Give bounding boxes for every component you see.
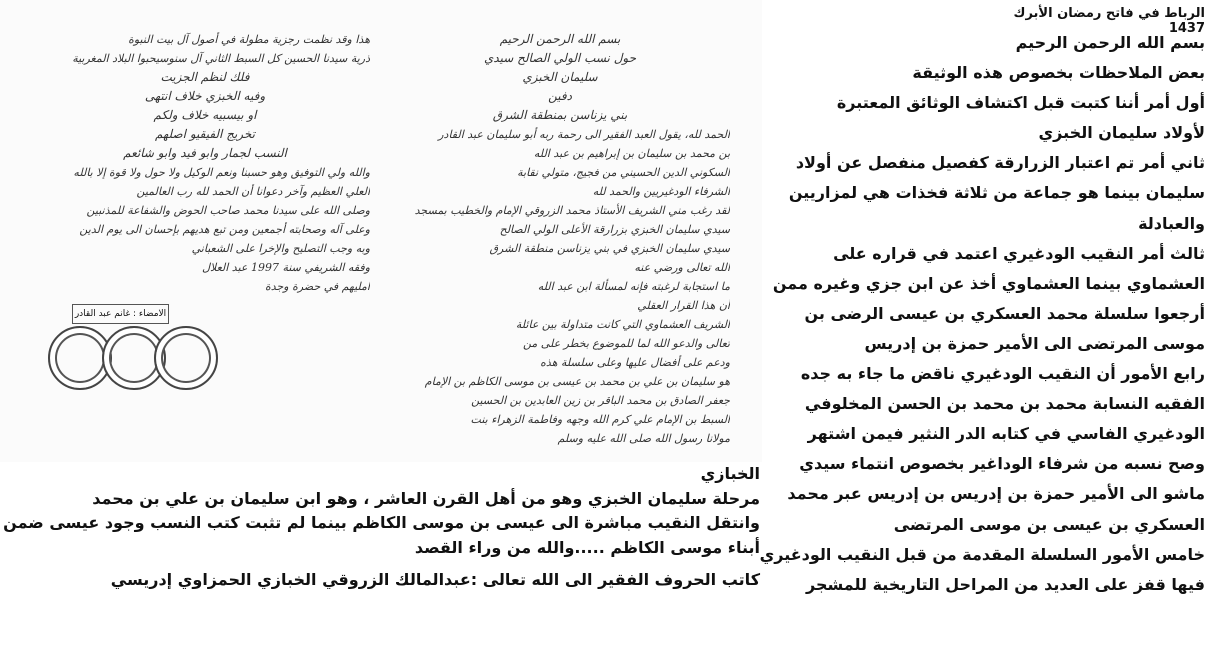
seal-stamps: [40, 300, 210, 410]
manuscript-line: هو سليمان بن علي بن محمد بن عيسى بن موسى الكاظم بن الإمام: [424, 375, 730, 388]
manuscript-line: لقد رغب مني الشريف الأستاذ محمد الزروقي الإمام والخطيب بمسجد: [414, 204, 730, 217]
manuscript-line: سيدي سليمان الخبزي في بني يزناسن منطقة الشرق: [489, 242, 730, 255]
bottom-line: وانتقل النقيب مباشرة الى عيسى بن موسى الكاظم بينما لم تثبت كتب النسب وجود عيسى ضمن: [3, 513, 760, 532]
manuscript-line: والله ولي التوفيق وهو حسبنا ونعم الوكيل ولا حول ولا قوة إلا بالله: [73, 166, 370, 179]
notes-line: الودغيري الفاسي في كتابه الدر النثير فيمن اشتهر: [807, 424, 1205, 444]
manuscript-line: وبه وجب التصليح والإخرا على الشعباني: [191, 242, 370, 255]
manuscript-line: ودعم على أفضال عليها وعلى سلسلة هذه: [540, 356, 730, 369]
manuscript-line: حول نسب الولي الصالح سيدي: [483, 51, 637, 65]
notes-line: أرجعوا سلسلة محمد العسكري بن عيسى الرضى بن: [804, 303, 1205, 323]
manuscript-line: الشريف العشماوي التي كانت متداولة بين عائلة: [515, 318, 730, 331]
manuscript-line: بني يزناسن بمنطقة الشرق: [492, 108, 628, 122]
manuscript-line: امليهم في حضرة وجدة: [264, 280, 370, 293]
bottom-line: مرحلة سليمان الخبزي وهو من أهل القرن العاشر ، وهو ابن سليمان بن علي بن محمد: [92, 488, 760, 508]
manuscript-line: جعفر الصادق بن محمد الباقر بن زين العابدين بن الحسين: [471, 394, 730, 407]
manuscript-line: وفيه الخبزي خلاف انتهى: [144, 89, 266, 103]
notes-line: لأولاد سليمان الخبزي: [1038, 123, 1205, 143]
bottom-heading: الخبازي: [700, 464, 760, 483]
manuscript-line: العلي العظيم وآخر دعوانا أن الحمد لله رب العالمين: [136, 185, 370, 198]
manuscript-line: الحمد لله، يقول العبد الفقير الى رحمة ربه أبو سليمان عبد القادر: [438, 128, 730, 141]
round-seal-icon: [154, 326, 218, 390]
date-line: الرباط في فاتح رمضان الأبرك 1437: [1013, 6, 1205, 36]
notes-line: والعبادلة: [1138, 213, 1205, 233]
manuscript-line: الشرفاء الودغيريين والحمد لله: [592, 185, 730, 198]
manuscript-line: سليمان الخبزي: [522, 70, 598, 84]
notes-line: ماشو الى الأمير حمزة بن إدريس بن إدريس عبر محمد: [787, 484, 1205, 504]
manuscript-line: وفقه الشريفي سنة 1997 عبد العلال: [202, 261, 370, 274]
notes-line: بسم الله الرحمن الرحيم: [1015, 33, 1205, 52]
manuscript-line: مولانا رسول الله صلى الله عليه وسلم: [557, 432, 730, 445]
manuscript-line: ما استجابة لرغبته فإنه لمسألة ابن عبد الله: [537, 280, 730, 293]
notes-line: ثالث أمر النقيب الودغيري اعتمد في قراره على: [833, 243, 1205, 263]
manuscript-line: او بيسبيه خلاف ولكم: [153, 108, 257, 122]
manuscript-right-column: [390, 30, 730, 448]
manuscript-line: بسم الله الرحمن الرحيم: [499, 32, 621, 46]
manuscript-line: ذرية سيدنا الحسين كل السبط الثاني آل سنوسيحبوا البلاد المغربية: [72, 52, 370, 65]
manuscript-left-column: [40, 30, 370, 296]
signature-line: كاتب الحروف الفقير الى الله تعالى :عبدالمالك الزروقي الخبازي الحمزاوي إدريسي: [110, 570, 760, 589]
notes-line: الفقيه النسابة محمد بن محمد بن الحسن المخلوفي: [804, 394, 1205, 414]
notes-line: موسى المرتضى الى الأمير حمزة بن إدريس: [864, 333, 1205, 353]
manuscript-line: وعلى آله وصحابته أجمعين ومن تبع هديهم بإحسان الى يوم الدين: [79, 223, 370, 236]
manuscript-line: النسب لجمار وابو فيد وابو شائعم: [123, 146, 287, 160]
manuscript-line: بن محمد بن سليمان بن إبراهيم بن عبد الله: [533, 147, 730, 160]
manuscript-line: هذا وقد نظمت رجزية مطولة في أصول آل بيت النبوة: [128, 33, 370, 46]
manuscript-line: دفين: [548, 89, 572, 103]
manuscript-line: تعالى والدعو الله لما للموضوع بخطر على من: [523, 337, 730, 350]
manuscript-line: تخريج الفيقيو اصلهم: [154, 127, 255, 141]
manuscript-line: أن هذا القرار العقلي: [637, 299, 730, 312]
notes-line: العشماوي بينما العشماوي أخذ عن ابن جزي وغيره ممن: [772, 273, 1205, 293]
bottom-line: أبناء موسى الكاظم .....والله من وراء القصد: [414, 537, 760, 557]
manuscript-line: السكوني الدين الحسيني من فجيج، متولي نقابة: [517, 166, 730, 179]
notes-line: وصح نسبه من شرفاء الوداغير بخصوص انتماء سيدي: [799, 454, 1205, 474]
manuscript-line: سيدي سليمان الخبزي بزرارقة الأعلى الولي الصالح: [499, 223, 730, 236]
manuscript-line: فلك لنظم الجزيت: [160, 70, 250, 84]
notes-line: بعض الملاحظات بخصوص هذه الوثيقة: [912, 63, 1205, 83]
manuscript-line: السبط بن الإمام علي كرم الله وجهه وفاطمة الزهراء بنت: [470, 413, 730, 426]
notes-line: رابع الأمور أن النقيب الودغيري ناقض ما جاء به جده: [800, 364, 1205, 384]
notes-line: العسكري بن عيسى بن موسى المرتضى: [893, 514, 1205, 534]
notes-line: سليمان بينما هو جماعة من ثلاثة فخذات هي لمزاريين: [788, 183, 1205, 203]
seal-label: الامضاء : غانم عبد القادر: [72, 304, 169, 324]
manuscript-line: وصلى الله على سيدنا محمد صاحب الحوض والشفاعة للمذنبين: [86, 204, 370, 217]
notes-line: خامس الأمور السلسلة المقدمة من قبل النقيب الودغيري: [759, 544, 1205, 564]
notes-line: فيها قفز على العديد من المراحل التاريخية للمشجر: [806, 574, 1205, 594]
manuscript-line: الله تعالى ورضي عنه: [634, 261, 730, 274]
notes-column: [759, 28, 1205, 600]
notes-line: ثاني أمر تم اعتبار الزرارقة كفصيل منفصل عن أولاد: [795, 153, 1205, 173]
scanned-manuscript: [0, 0, 762, 462]
bottom-notes: [3, 462, 760, 593]
notes-line: أول أمر أننا كتبت قبل اكتشاف الوثائق المعتبرة: [836, 93, 1205, 113]
